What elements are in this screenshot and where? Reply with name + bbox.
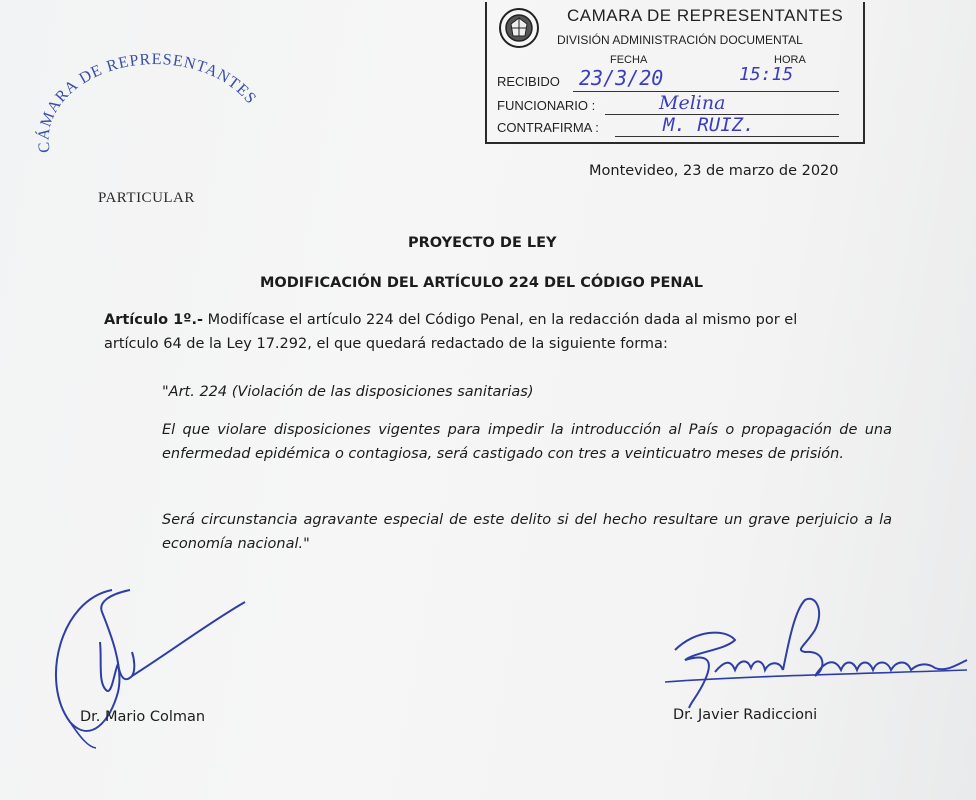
stamp-contrafirma-label: CONTRAFIRMA : — [497, 120, 599, 135]
chamber-seal — [30, 40, 280, 170]
stamp-recibido-label: RECIBIDO — [497, 74, 560, 89]
stamp-recibido-hora: 15:15 — [739, 64, 794, 85]
classification-label: PARTICULAR — [98, 190, 195, 206]
signature-right — [655, 590, 975, 720]
signature-left-name: Dr. Mario Colman — [80, 709, 206, 725]
article-intro-line2: artículo 64 de la Ley 17.292, el que quedará redactado de la siguiente forma: — [104, 336, 668, 352]
svg-text:CÁMARA DE REPRESENTANTES — [33, 51, 259, 154]
quote-paragraph-2: Será circunstancia agravante especial de este delito si del hecho resultare un grave perjuicio a la economía nacional." — [162, 512, 892, 552]
document-title: MODIFICACIÓN DEL ARTÍCULO 224 DEL CÓDIGO PENAL — [260, 275, 704, 291]
stamp-recibido-fecha: 23/3/20 — [579, 66, 664, 90]
stamp-funcionario-value: Melina — [659, 92, 726, 114]
stamp-title: CAMARA DE REPRESENTANTES — [567, 6, 844, 25]
article-intro — [104, 308, 924, 356]
coat-of-arms-icon — [497, 6, 541, 50]
stamp-subtitle: DIVISIÓN ADMINISTRACIÓN DOCUMENTAL — [557, 33, 803, 47]
quote-paragraph-1: El que violare disposiciones vigentes para impedir la introducción al País o propagación de una enfermedad epidémica o contagiosa, será castigado con tres a veinticuatro meses de prisión. — [162, 422, 892, 462]
document-date: Montevideo, 23 de marzo de 2020 — [589, 163, 839, 179]
signature-left — [40, 572, 260, 752]
stamp-funcionario-label: FUNCIONARIO : — [497, 98, 596, 113]
stamp-hora-label: HORA — [774, 54, 806, 66]
seal-text: CÁMARA DE REPRESENTANTES — [35, 50, 260, 154]
article-lead: Artículo 1º.- — [104, 312, 203, 328]
stamp-contrafirma-line — [615, 136, 839, 137]
signature-right-name: Dr. Javier Radiccioni — [673, 707, 818, 723]
quote-title: "Art. 224 (Violación de las disposiciones sanitarias) — [162, 384, 534, 400]
document-type-heading: PROYECTO DE LEY — [408, 235, 557, 251]
stamp-contrafirma-value: M. RUIZ. — [663, 114, 755, 136]
reception-stamp — [485, 2, 865, 144]
article-intro-line1: Modifícase el artículo 224 del Código Penal, en la redacción dada al mismo por el — [202, 312, 798, 328]
stamp-fecha-label: FECHA — [610, 54, 648, 66]
